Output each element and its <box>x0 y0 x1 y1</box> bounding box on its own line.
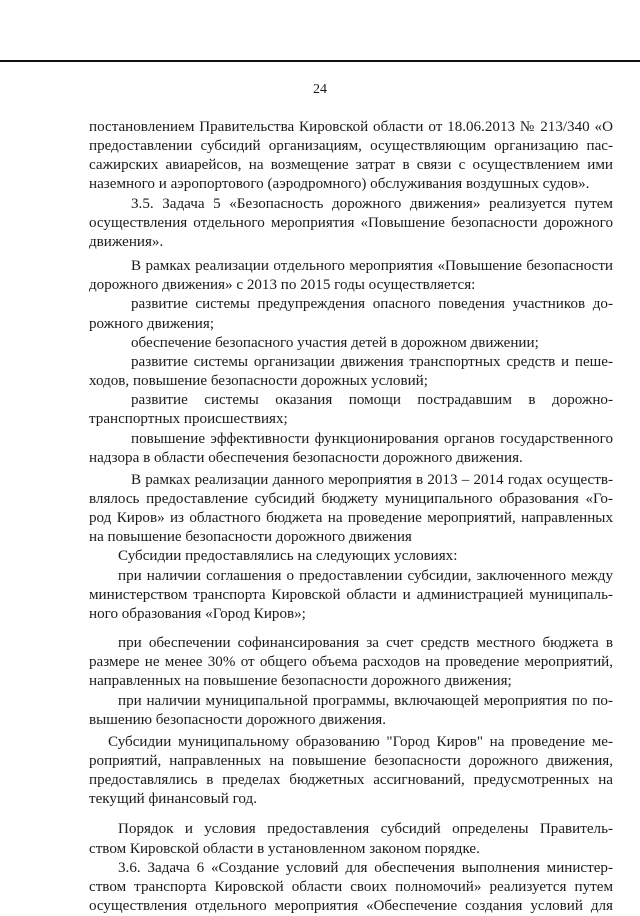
text-line: Субсидии предоставлялись на следующих условиях: <box>118 548 458 565</box>
text-line: развитие системы предупреждения опасного поведения участников до- <box>131 296 613 313</box>
text-line: при наличии муниципальной программы, включающей мероприятия по по- <box>118 692 613 709</box>
text-line: при наличии соглашения о предоставлении субсидии, заключенного между <box>118 567 613 584</box>
text-line: осуществления отдельного мероприятия «Обеспечение создания условий для <box>89 898 613 915</box>
text-line: ходов, повышение безопасности дорожных условий; <box>89 373 428 390</box>
text-line: род Киров» из областного бюджета на проведение мероприятий, направленных <box>89 510 613 527</box>
text-line: Порядок и условия предоставления субсидий определены Правитель- <box>118 821 613 838</box>
text-line: осуществления отдельного мероприятия «Повышение безопасности дорожного <box>89 214 613 231</box>
text-line: направленных на повышение безопасности дорожного движения; <box>89 673 512 690</box>
text-line: на повышение безопасности дорожного движения <box>89 529 412 546</box>
text-line: ством транспорта Кировской области своих полномочий» реализуется путем <box>89 878 613 895</box>
text-line: постановлением Правительства Кировской области от 18.06.2013 № 213/340 «О <box>89 119 613 135</box>
text-line: министерством транспорта Кировской области и администрацией муниципаль- <box>89 586 613 603</box>
text-line: предоставлялись в пределах бюджетных ассигнований, предусмотренных на <box>89 772 613 789</box>
text-line: 3.5. Задача 5 «Безопасность дорожного движения» реализуется путем <box>131 195 613 212</box>
text-line: наземного и аэропортового (аэродромного) обслуживания воздушных судов». <box>89 176 590 193</box>
body-text <box>89 118 613 916</box>
text-line: роприятий, направленных на повышение безопасности дорожного движения, <box>89 753 613 769</box>
text-line: предоставлении субсидий организациям, осуществляющим организацию пас- <box>89 138 613 155</box>
text-line: дорожного движения» с 2013 по 2015 годы осуществляется: <box>89 277 476 294</box>
text-line: влялось предоставление субсидий бюджету муниципального образования «Го- <box>89 490 613 507</box>
text-line: В рамках реализации отдельного мероприятия «Повышение безопасности <box>131 258 613 275</box>
text-line: ством Кировской области в установленном законом порядке. <box>89 840 480 857</box>
text-line: вышению безопасности дорожного движения. <box>89 711 387 728</box>
text-line: сажирских авиарейсов, на возмещение затрат в связи с осуществлением ими <box>89 157 613 174</box>
text-line: Субсидии муниципальному образованию "Город Киров" на проведение ме- <box>108 733 613 750</box>
text-line: развитие системы оказания помощи пострадавшим в дорожно- <box>131 392 613 409</box>
page-number: 24 <box>313 82 327 97</box>
text-line: В рамках реализации данного мероприятия в 2013 – 2014 годах осуществ- <box>131 471 613 488</box>
text-line: обеспечение безопасного участия детей в дорожном движении; <box>131 334 539 351</box>
text-line: ного образования «Город Киров»; <box>89 605 306 622</box>
text-line: рожного движения; <box>89 315 215 332</box>
text-line: текущий финансовый год. <box>89 791 257 808</box>
text-line: развитие системы организации движения транспортных средств и пеше- <box>131 353 613 370</box>
text-line: размере не менее 30% от общего объема расходов на проведение мероприятий, <box>89 654 613 671</box>
text-line: при обеспечении софинансирования за счет средств местного бюджета в <box>118 635 613 652</box>
text-line: транспортных происшествиях; <box>89 411 288 428</box>
text-line: повышение эффективности функционирования органов государственного <box>131 430 613 447</box>
text-line: 3.6. Задача 6 «Создание условий для обеспечения выполнения министер- <box>118 859 613 876</box>
text-line: надзора в области обеспечения безопасности дорожного движения. <box>89 449 523 466</box>
top-rule <box>0 60 640 62</box>
text-line: движения». <box>89 233 164 250</box>
